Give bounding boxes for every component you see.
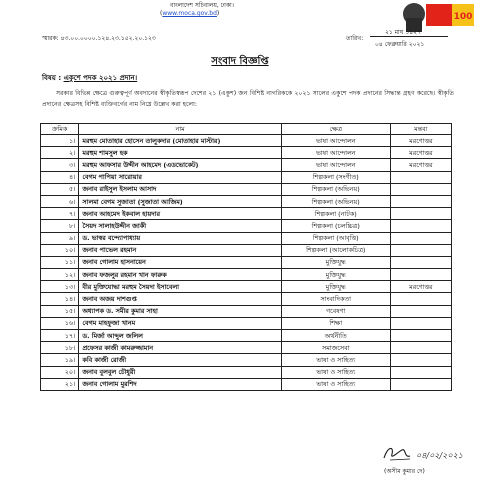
cell-name: জনাব পাভেল রহমান — [79, 244, 281, 256]
cell-serial: ৮। — [41, 220, 79, 232]
cell-field: মুক্তিযুদ্ধ — [281, 269, 390, 281]
cell-name: মরহুম আফসার উদ্দীন আহমেদ (এডভোকেট) — [79, 159, 281, 171]
table-row — [41, 378, 452, 390]
cell-name: জনাব ফজলুর রহমান খান ফারুক — [79, 269, 281, 281]
date-label: তারিখ: — [346, 35, 364, 42]
cell-name: জনাব অজয় দাশগুপ্ত — [79, 293, 281, 305]
cell-field: ভাষা আন্দোলন — [281, 159, 390, 171]
table-row — [41, 256, 452, 268]
cell-name: বেগম পাপিয়া সারোয়ার — [79, 171, 281, 183]
cell-field: ভাষা ও সাহিত্য — [281, 378, 390, 390]
table-row — [41, 269, 452, 281]
date-divider — [370, 36, 448, 37]
table-row — [41, 220, 452, 232]
website-link[interactable]: www.moca.gov.bd — [162, 10, 217, 17]
cell-serial: ৭। — [41, 208, 79, 220]
cell-field: শিল্পকলা (সংগীত) — [281, 171, 390, 183]
cell-serial: ২১। — [41, 378, 79, 390]
table-row — [41, 195, 452, 207]
cell-serial: ১০। — [41, 244, 79, 256]
cell-name: মরহুম মোতাহার হোসেন তালুকদার (মোতাহার মাস্টার) — [79, 135, 281, 147]
table-row — [41, 183, 452, 195]
handwritten-signature — [380, 442, 470, 464]
cell-field: অর্থনীতি — [281, 330, 390, 342]
cell-name: জনাব রাইসুল ইসলাম আসাদ — [79, 183, 281, 195]
cell-serial: ২০। — [41, 366, 79, 378]
table-row — [41, 147, 452, 159]
cell-field: ভাষা আন্দোলন — [281, 147, 390, 159]
table-row — [41, 330, 452, 342]
cell-field: শিল্পকলা (আবৃত্তি) — [281, 232, 390, 244]
cell-field: সমাজসেবা — [281, 342, 390, 354]
cell-field: শিল্পকলা (নাটক) — [281, 208, 390, 220]
cell-field: সাংবাদিকতা — [281, 293, 390, 305]
cell-name: জনাব গোলাম মুরশিদ — [79, 378, 281, 390]
header-serial: ক্রমিক — [41, 124, 79, 135]
cell-remark: মরণোত্তর — [390, 281, 451, 293]
table-row — [41, 293, 452, 305]
cell-field: শিক্ষা — [281, 317, 390, 329]
cell-name: প্রফেসর কাজী কামরুজ্জামান — [79, 342, 281, 354]
cell-remark — [390, 354, 451, 366]
cell-remark: মরণোত্তর — [390, 135, 451, 147]
cell-serial: ৪। — [41, 171, 79, 183]
cell-remark — [390, 232, 451, 244]
subject-label: বিষয় : — [42, 74, 62, 82]
cell-field: মুক্তিযুদ্ধ — [281, 256, 390, 268]
cell-remark — [390, 330, 451, 342]
document-title: সংবাদ বিজ্ঞপ্তি — [211, 56, 269, 67]
cell-serial: ১৭। — [41, 330, 79, 342]
cell-remark — [390, 244, 451, 256]
cell-name: সালমা বেগম সুজাতা (সুজাতা আজিম) — [79, 195, 281, 207]
cell-name: সৈয়দ সালাহউদ্দীন জাকী — [79, 220, 281, 232]
table-row — [41, 317, 452, 329]
cell-name: জনাব বুলবুল চৌধুরী — [79, 366, 281, 378]
cell-name: বেগম মাহফুজা খানম — [79, 317, 281, 329]
cell-serial: ১৩। — [41, 281, 79, 293]
awardee-table — [40, 123, 452, 391]
cell-name: ড. ভাস্বর বন্দ্যোপাধ্যায় — [79, 232, 281, 244]
cell-field: শিল্পকলা (অভিনয়) — [281, 195, 390, 207]
cell-name: মরহুম শামসুল হক — [79, 147, 281, 159]
cell-serial: ৯। — [41, 232, 79, 244]
cell-remark: মরণোত্তর — [390, 147, 451, 159]
cell-remark — [390, 366, 451, 378]
table-row — [41, 305, 452, 317]
table-row — [41, 159, 452, 171]
cell-field: মুক্তিযুদ্ধ — [281, 281, 390, 293]
date-english: ০৪ ফেব্রুয়ারি ২০২১ — [375, 41, 425, 48]
cell-serial: ৫। — [41, 183, 79, 195]
cell-name: কবি কাজী রোজী — [79, 354, 281, 366]
cell-serial: ১৯। — [41, 354, 79, 366]
cell-field: শিল্পকলা (চলচ্চিত্র) — [281, 220, 390, 232]
cell-serial: ১৬। — [41, 317, 79, 329]
cell-remark — [390, 195, 451, 207]
cell-serial: ৩। — [41, 159, 79, 171]
website-suffix: ) — [216, 10, 220, 17]
table-row — [41, 208, 452, 220]
cell-serial: ১৫। — [41, 305, 79, 317]
table-row — [41, 366, 452, 378]
cell-name: অধ্যাপক ড. সমীর কুমার সাহা — [79, 305, 281, 317]
cell-serial: ১৪। — [41, 293, 79, 305]
cell-remark — [390, 269, 451, 281]
cell-remark — [390, 171, 451, 183]
table-header-row — [41, 124, 452, 135]
header-name: নাম — [79, 124, 281, 135]
cell-field: শিল্পকলা (আলোকচিত্র) — [281, 244, 390, 256]
cell-field: গবেষণা — [281, 305, 390, 317]
svg-text:০৪/০২/২০২১: ০৪/০২/২০২১ — [416, 451, 463, 460]
cell-remark — [390, 342, 451, 354]
table-row — [41, 281, 452, 293]
website-prefix: ( — [160, 10, 163, 17]
cell-name: জনাব গোলাম হাসনায়েন — [79, 256, 281, 268]
website-line — [160, 10, 219, 17]
cell-field: ভাষা ও সাহিত্য — [281, 354, 390, 366]
table-row — [41, 354, 452, 366]
svg-text:100: 100 — [453, 12, 473, 22]
header-remark: মন্তব্য — [390, 124, 451, 135]
table-row — [41, 135, 452, 147]
header-field: ক্ষেত্র — [281, 124, 390, 135]
subject-text: একুশে পদক ২০২১ প্রদান। — [63, 74, 138, 82]
cell-remark — [390, 208, 451, 220]
table-row — [41, 244, 452, 256]
cell-serial: ৬। — [41, 195, 79, 207]
table-row — [41, 171, 452, 183]
cell-remark — [390, 183, 451, 195]
cell-field: ভাষা ও সাহিত্য — [281, 366, 390, 378]
subject-line — [42, 72, 137, 84]
body-paragraph: সরকার বিভিন্ন ক্ষেত্রে গুরুত্বপূর্ণ অবদানের স্বীকৃতিস্বরূপ দেশের ২১ (একুশ) জন বিশিষ্ট নাগরিককে ২০২১ সালের একুশে পদক প্রদানের সিদ্ধান্ত গ্রহণ করেছে। স্বীকৃতি প্রদানের ক্ষেত্রসহ বিশিষ্ট ব্যক্তিবর্গের নাম নিম্নে উল্লেখ করা হলো: — [42, 90, 454, 108]
cell-remark — [390, 305, 451, 317]
ministry-address: বাংলাদেশ সচিবালয়, ঢাকা। — [170, 2, 234, 9]
cell-serial: ২। — [41, 147, 79, 159]
cell-serial: ১১। — [41, 256, 79, 268]
cell-serial: ১। — [41, 135, 79, 147]
cell-remark — [390, 317, 451, 329]
table-row — [41, 342, 452, 354]
cell-serial: ১২। — [41, 269, 79, 281]
cell-remark — [390, 220, 451, 232]
cell-remark — [390, 256, 451, 268]
cell-remark: মরণোত্তর — [390, 159, 451, 171]
memo-number: স্মারক: ৪৩.০০.০০০০.১২৪.২৩.১৫২.২০.১২৩ — [42, 35, 156, 42]
signer-name: (অসীম কুমার দে) — [384, 468, 425, 475]
cell-remark — [390, 378, 451, 390]
awardee-table-body — [41, 135, 452, 391]
cell-field: ভাষা আন্দোলন — [281, 135, 390, 147]
cell-name: জনাব আহমেদ ইকবাল হায়দার — [79, 208, 281, 220]
date-bangla: ২১ মাঘ ১৪২৭ — [385, 29, 421, 36]
table-row — [41, 232, 452, 244]
cell-remark — [390, 293, 451, 305]
cell-name: বীর মুক্তিযোদ্ধা মরহুম সৈয়দা ইসাবেলা — [79, 281, 281, 293]
cell-field: শিল্পকলা (অভিনয়) — [281, 183, 390, 195]
cell-name: ড. মির্জা আব্দুল জলিল — [79, 330, 281, 342]
cell-serial: ১৮। — [41, 342, 79, 354]
